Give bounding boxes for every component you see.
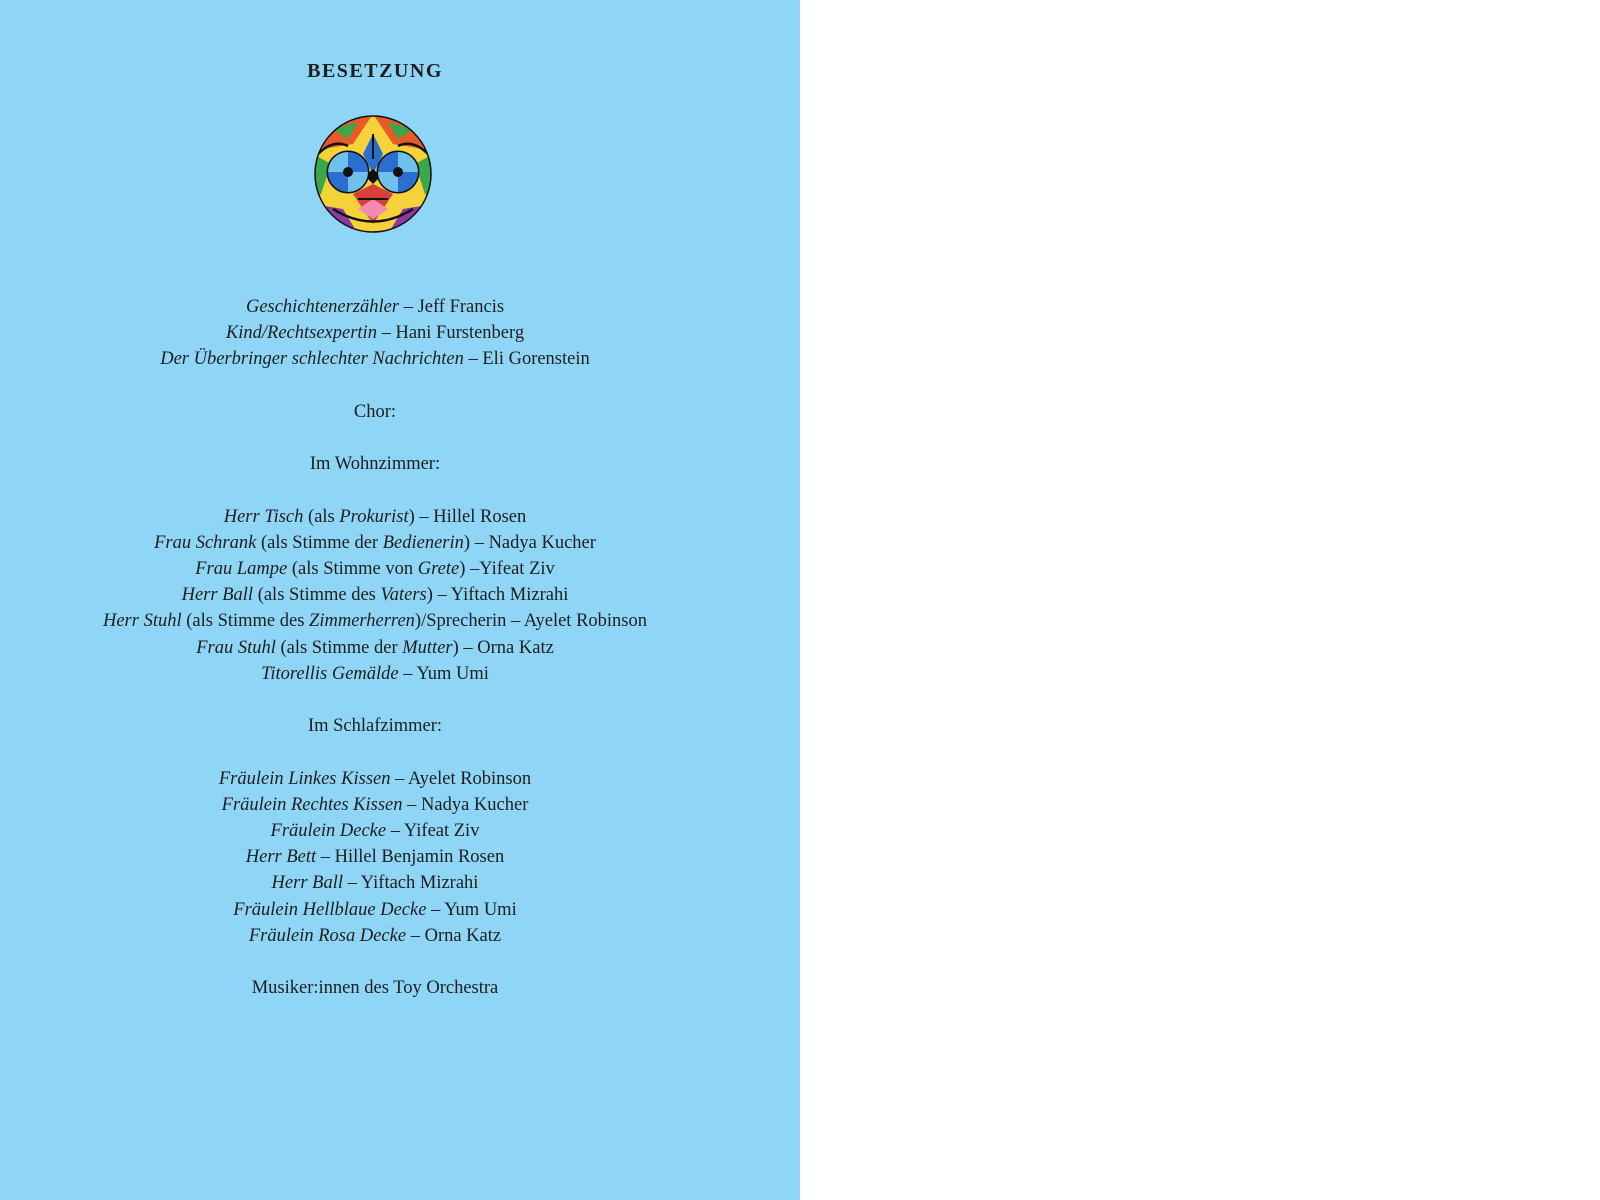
cast-spacer bbox=[0, 687, 750, 713]
cast-text: ) – Orna Katz bbox=[452, 637, 554, 658]
cast-line bbox=[0, 530, 750, 556]
cast-line bbox=[0, 635, 750, 661]
cast-section-label: Im Wohnzimmer: bbox=[309, 454, 441, 475]
cast-line bbox=[0, 294, 750, 320]
cast-text: – Ayelet Robinson bbox=[390, 768, 532, 789]
cast-text: (als Stimme des bbox=[253, 585, 381, 606]
cast-line bbox=[0, 818, 750, 844]
cast-role: Frau Schrank bbox=[154, 532, 257, 553]
mosaic-face-emblem-icon bbox=[313, 114, 433, 234]
cast-text: – Yiftach Mizrahi bbox=[342, 873, 479, 894]
cast-role: Fräulein Rosa Decke bbox=[248, 925, 407, 946]
cast-line bbox=[0, 582, 750, 608]
cast-line bbox=[0, 504, 750, 530]
cast-role: Herr Bett bbox=[245, 847, 317, 868]
cast-text: (als Stimme der bbox=[256, 532, 383, 553]
cast-role: Kind/Rechtsexpertin bbox=[225, 323, 377, 344]
cast-text: – Orna Katz bbox=[406, 925, 502, 946]
cast-role: Bedienerin bbox=[382, 532, 464, 553]
cast-role: Herr Ball bbox=[271, 873, 343, 894]
cast-line bbox=[0, 766, 750, 792]
cast-role: Mutter bbox=[402, 637, 453, 658]
cast-text: – Hillel Benjamin Rosen bbox=[316, 847, 505, 868]
cast-role: Fräulein Hellblaue Decke bbox=[233, 899, 427, 920]
cast-role: Herr Ball bbox=[181, 585, 254, 606]
cast-line bbox=[0, 844, 750, 870]
cast-text: – Nadya Kucher bbox=[402, 794, 529, 815]
cast-text: (als Stimme des bbox=[181, 611, 310, 632]
cast-role: Vaters bbox=[380, 585, 427, 606]
cast-title: BESETZUNG bbox=[307, 60, 443, 82]
cast-spacer bbox=[0, 477, 750, 503]
cast-section-label: Musiker:innen des Toy Orchestra bbox=[251, 978, 499, 999]
cast-line bbox=[0, 346, 750, 372]
cast-spacer bbox=[0, 949, 750, 975]
cast-text: ) – Hillel Rosen bbox=[408, 506, 527, 527]
cast-line bbox=[0, 556, 750, 582]
cast-section-label: Im Schlafzimmer: bbox=[307, 716, 443, 737]
cast-list bbox=[0, 294, 750, 1001]
cast-text: (als Stimme von bbox=[287, 558, 418, 579]
cast-text: (als Stimme der bbox=[275, 637, 403, 658]
cast-line bbox=[0, 320, 750, 346]
cast-line bbox=[0, 792, 750, 818]
cast-spacer bbox=[0, 425, 750, 451]
cast-line bbox=[0, 661, 750, 687]
cast-role: Zimmerherren bbox=[309, 611, 415, 632]
right-page bbox=[800, 0, 1600, 1200]
cast-role: Herr Tisch bbox=[223, 506, 304, 527]
cast-text: – Hani Furstenberg bbox=[376, 323, 525, 344]
cast-text: – Eli Gorenstein bbox=[463, 349, 590, 370]
cast-text: ) – Nadya Kucher bbox=[463, 532, 596, 553]
cast-text: – Yifeat Ziv bbox=[386, 820, 480, 841]
cast-text: )/Sprecherin – Ayelet Robinson bbox=[414, 611, 648, 632]
cast-text: – Yum Umi bbox=[398, 663, 489, 684]
cast-role: Fräulein Rechtes Kissen bbox=[221, 794, 403, 815]
cast-section-label: Chor: bbox=[353, 401, 397, 422]
cast-role: Frau Stuhl bbox=[196, 637, 276, 658]
cast-role: Prokurist bbox=[339, 506, 409, 527]
cast-role: Frau Lampe bbox=[195, 558, 288, 579]
cast-spacer bbox=[0, 739, 750, 765]
cast-text: – Yum Umi bbox=[426, 899, 517, 920]
cast-role: Geschichtenerzähler bbox=[245, 297, 400, 317]
cast-line bbox=[0, 923, 750, 949]
cast-spacer bbox=[0, 373, 750, 399]
cast-text: – Jeff Francis bbox=[399, 297, 505, 317]
cast-role: Titorellis Gemälde bbox=[261, 663, 399, 684]
cast-role: Fräulein Decke bbox=[270, 820, 387, 841]
cast-text: (als bbox=[303, 506, 340, 527]
cast-text: ) –Yifeat Ziv bbox=[459, 558, 555, 579]
cast-role: Herr Stuhl bbox=[102, 611, 182, 632]
cast-role: Der Überbringer schlechter Nachrichten bbox=[160, 349, 464, 370]
cast-line bbox=[0, 608, 750, 634]
cast-role: Fräulein Linkes Kissen bbox=[218, 768, 391, 789]
cast-line bbox=[0, 870, 750, 896]
cast-role: Grete bbox=[417, 558, 460, 579]
cast-line bbox=[0, 897, 750, 923]
cast-text: ) – Yiftach Mizrahi bbox=[426, 585, 569, 606]
